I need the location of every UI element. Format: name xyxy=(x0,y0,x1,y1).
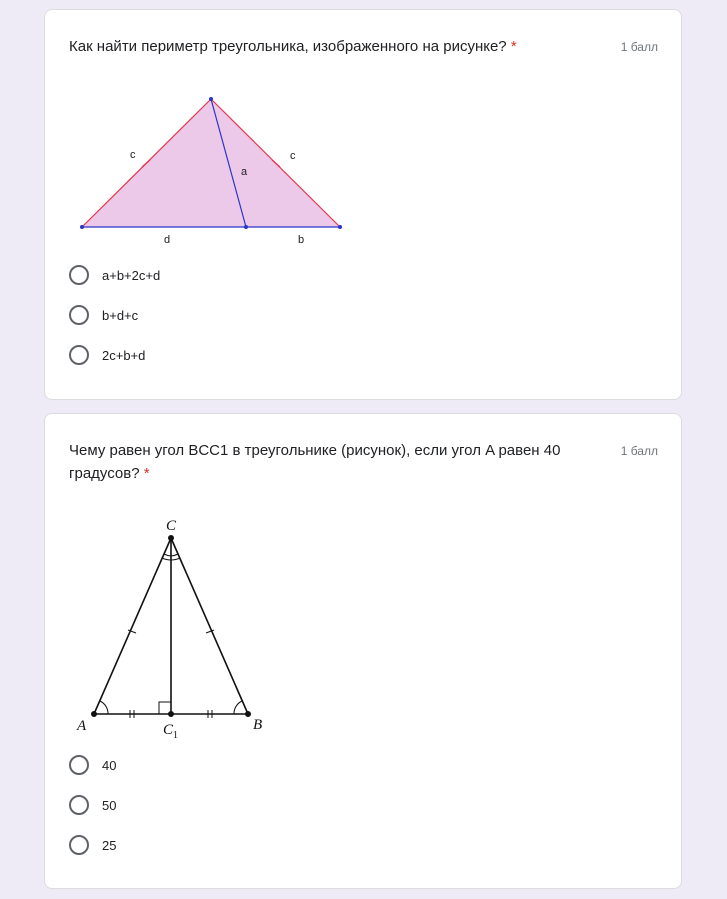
option-radio-2-1[interactable] xyxy=(69,754,116,776)
angle-arc-c-right xyxy=(171,558,180,560)
vertex-point xyxy=(209,97,213,101)
vertex-point xyxy=(168,535,174,541)
side-cb xyxy=(171,538,248,714)
option-radio-2-3[interactable] xyxy=(69,834,116,856)
option-radio-2-2[interactable] xyxy=(69,794,116,816)
question-card-2 xyxy=(44,413,682,889)
question-title-1 xyxy=(69,35,589,58)
angle-arc-b xyxy=(234,701,242,714)
label-b: b xyxy=(298,234,305,246)
option-label: a+b+2c+d xyxy=(102,267,161,283)
label-vertex-b: B xyxy=(253,717,263,733)
vertex-point xyxy=(168,711,174,717)
angle-arc-a xyxy=(100,701,108,714)
vertex-point xyxy=(244,225,248,229)
required-asterisk: * xyxy=(143,465,150,482)
label-vertex-a: A xyxy=(77,718,87,734)
question-text-1: Как найти периметр треугольника, изображенного на рисунке? xyxy=(69,38,507,55)
isosceles-triangle-figure xyxy=(73,512,273,744)
option-label: 40 xyxy=(102,757,117,773)
angle-arc-c-right xyxy=(171,554,178,556)
vertex-point xyxy=(338,225,342,229)
label-c1-base: C xyxy=(163,722,174,738)
option-radio-1-3[interactable] xyxy=(69,344,145,366)
side-ac xyxy=(94,538,171,714)
option-label: 25 xyxy=(102,837,117,853)
label-a: a xyxy=(241,166,248,178)
vertex-point xyxy=(245,711,251,717)
triangle-fill xyxy=(82,99,340,227)
triangle-perimeter-figure xyxy=(75,90,355,250)
vertex-point xyxy=(91,711,97,717)
points-label-2: 1 балл xyxy=(620,444,658,458)
label-vertex-c: C xyxy=(166,518,177,534)
question-text-2: Чему равен угол BCC1 в треугольнике (рисунок), если угол A равен 40 градусов? xyxy=(69,442,561,482)
radio-button[interactable] xyxy=(69,835,89,855)
label-c-right: c xyxy=(290,150,296,162)
points-label-1: 1 балл xyxy=(620,40,658,54)
label-c1-subscript: 1 xyxy=(173,730,179,741)
question-card-1 xyxy=(44,9,682,400)
option-label: b+d+c xyxy=(102,307,139,323)
option-label: 2c+b+d xyxy=(102,347,146,363)
vertex-point xyxy=(80,225,84,229)
radio-button[interactable] xyxy=(69,265,89,285)
required-asterisk: * xyxy=(510,38,517,55)
radio-button[interactable] xyxy=(69,755,89,775)
angle-arc-c-left xyxy=(164,554,171,556)
option-radio-1-1[interactable] xyxy=(69,264,160,286)
angle-arc-c-left xyxy=(162,558,171,560)
label-d: d xyxy=(164,234,171,246)
question-title-2 xyxy=(69,439,589,485)
option-label: 50 xyxy=(102,797,117,813)
radio-button[interactable] xyxy=(69,305,89,325)
radio-button[interactable] xyxy=(69,795,89,815)
label-c-left: c xyxy=(130,149,136,161)
label-vertex-c1 xyxy=(163,722,178,741)
radio-button[interactable] xyxy=(69,345,89,365)
option-radio-1-2[interactable] xyxy=(69,304,138,326)
